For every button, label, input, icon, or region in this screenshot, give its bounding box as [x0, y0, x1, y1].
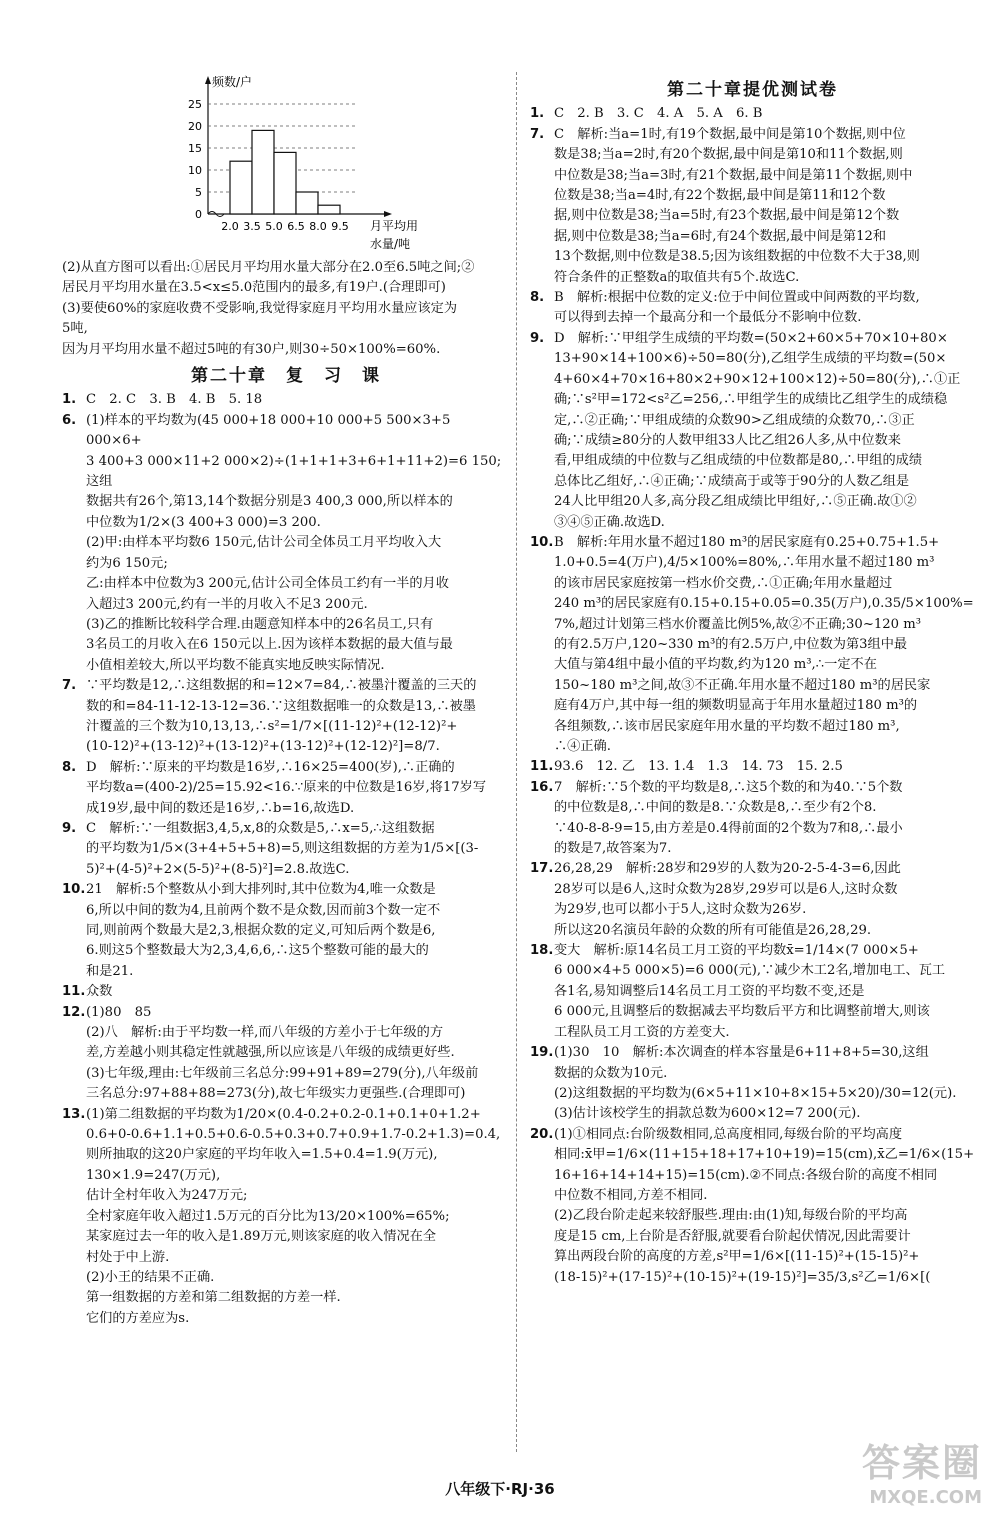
- answer-line: 240 m³的居民家庭有0.15+0.15+0.05=0.35(万户),0.35/5×100%=: [554, 596, 974, 612]
- answer-item: [530, 1043, 975, 1125]
- answer-line: 6 000元,且调整后的数据减去平均数后平方和比调整前增大,则该: [554, 1004, 930, 1020]
- answer-line: 所以这20名演员年龄的众数的所有可能值是26,28,29.: [554, 922, 872, 938]
- answer-line: 130×1.9=247(万元),: [86, 1167, 221, 1183]
- analysis-line: 因为月平均用水量不超过5吨的有30户,则30÷50×100%=60%.: [62, 341, 441, 357]
- answer-line: 28岁可以是6人,这时众数为28岁,29岁可以是6人,这时众数: [554, 881, 898, 897]
- answer-line: 确;∵s²甲=172<s²乙=256,∴甲组学生的成绩比乙组学生的成绩稳: [554, 392, 948, 408]
- question-number: 10.: [530, 534, 554, 550]
- watermark-text: 答案圈: [861, 1441, 982, 1485]
- answer-line: 成19岁,最中间的数还是16岁,∴b=16,故选D.: [86, 800, 355, 816]
- answer-line: 平均数a=(400-2)/25=15.92<16.∵原来的中位数是16岁,将17岁写: [86, 780, 487, 796]
- page-footer: 八年级下·RJ·36: [445, 1480, 555, 1498]
- answer-line: 工程队员工月工资的方差变大.: [554, 1024, 730, 1040]
- answer-item: [530, 778, 975, 860]
- answer-line: (1)80 85: [86, 1004, 152, 1020]
- answer-line: 0.6+0-0.6+1.1+0.5+0.6-0.5+0.3+0.7+0.9+1.7-0.2+1.3)=0.4,: [86, 1127, 501, 1143]
- question-number: 19.: [530, 1045, 554, 1061]
- answer-line: (2)八 解析:由于平均数一样,而八年级的方差小于七年级的方: [86, 1025, 444, 1041]
- answer-line: 6.则这5个整数最大为2,3,4,6,6,∴这5个整数可能的最大的: [86, 943, 429, 959]
- x-tick-label: 6.5: [287, 220, 305, 233]
- answer-line: 的有2.5万户,120~330 m³的有2.5万户,中位数为第3组中最: [554, 636, 908, 652]
- answer-line: (1)①相同点:台阶级数相同,总高度相同,每级台阶的平均高度: [554, 1126, 903, 1142]
- answer-line: 的中位数是8,∴中间的数是8.∵众数是8,∴至少有2个8.: [554, 800, 877, 816]
- answer-item: [530, 533, 975, 757]
- section-heading-test: 第二十章提优测试卷: [667, 80, 838, 100]
- y-tick-label: 20: [188, 120, 202, 133]
- answer-line: 算出两段台阶的高度的方差,s²甲=1/6×[(11-15)²+(15-15)²+: [554, 1249, 920, 1265]
- right-column: [530, 0, 975, 1288]
- answer-line: 它们的方差应为s.: [86, 1310, 190, 1326]
- answer-line: 为29岁,也可以都小于5人,这时众数为26岁.: [554, 902, 807, 918]
- histogram-x-label-1: 月平均用: [370, 219, 419, 233]
- left-column: [62, 0, 510, 1329]
- answer-line: (2)乙段台阶走起来较舒服些.理由:由(1)知,每级台阶的平均高: [554, 1208, 908, 1224]
- answer-line: 相同:x̄甲=1/6×(11+15+18+17+10+19)=15(cm),x̄乙=1/6×(15+: [554, 1147, 975, 1163]
- x-tick-label: 9.5: [331, 220, 349, 233]
- y-tick-label: 5: [195, 186, 202, 199]
- answer-line: 16+16+14+14+15)=15(cm).②不同点:各级台阶的高度不相同: [554, 1167, 938, 1183]
- answer-item: [62, 676, 510, 758]
- answer-line: 汁覆盖的三个数为10,13,13,∴s²=1/7×[(11-12)²+(12-12)²+: [86, 718, 458, 734]
- answer-line: 的平均数为1/5×(3+4+5+5+8)=5,则这组数据的方差为1/5×[(3-: [86, 841, 479, 857]
- answer-line: 全村家庭年收入超过1.5万元的百分比为13/20×100%=65%;: [86, 1208, 450, 1224]
- answer-item: [530, 859, 975, 941]
- answer-item: [62, 982, 510, 1002]
- answer-line: (10-12)²+(13-12)²+(13-12)²+(13-12)²+(12-12)²]=8/7.: [86, 739, 440, 755]
- answer-line: C 2. B 3. C 4. A 5. A 6. B: [554, 106, 763, 122]
- x-tick-label: 2.0: [221, 220, 239, 233]
- answer-item: [62, 819, 510, 880]
- answer-line: C 解析:∵一组数据3,4,5,x,8的众数是5,∴x=5,∴这组数据: [86, 820, 435, 836]
- question-number: 12.: [62, 1004, 86, 1020]
- question-number: 13.: [62, 1106, 86, 1122]
- answer-line: 小值相差较大,所以平均数不能真实地反映实际情况.: [86, 657, 385, 673]
- test-answers: [530, 104, 975, 1288]
- review-answers: [62, 390, 510, 1329]
- answer-line: 数据共有26个,第13,14个数据分别是3 400,3 000,所以样本的: [86, 494, 453, 510]
- question-number: 17.: [530, 861, 554, 877]
- answer-line: (3)估计该校学生的捐款总数为600×12=7 200(元).: [554, 1106, 861, 1122]
- y-tick-label: 15: [188, 142, 202, 155]
- answer-line: 某家庭过去一年的收入是1.89万元,则该家庭的收入情况在全: [86, 1229, 437, 1245]
- answer-line: B 解析:根据中位数的定义:位于中间位置或中间两数的平均数,: [554, 290, 920, 306]
- answer-line: ∵平均数是12,∴这组数据的和=12×7=84,∴被墨汁覆盖的三天的: [86, 678, 477, 694]
- answer-line: C 解析:当a=1时,有19个数据,最中间是第10个数据,则中位: [554, 126, 906, 142]
- x-tick-label: 5.0: [265, 220, 283, 233]
- answer-line: 变大 解析:原14名员工月工资的平均数x̄=1/14×(7 000×5+: [554, 943, 919, 959]
- answer-line: 村处于中上游.: [86, 1249, 170, 1265]
- answer-item: [62, 390, 510, 410]
- y-tick-label: 0: [195, 208, 202, 221]
- answer-line: 度是15 cm,上台阶是否舒服,就要看台阶起伏情况,因此需要计: [554, 1228, 911, 1244]
- answer-line: 和是21.: [86, 963, 134, 979]
- answer-line: (2)这组数据的平均数为(6×5+11×10+8×15+5×20)/30=12(元).: [554, 1085, 957, 1101]
- answer-line: (3)七年级,理由:七年级前三名总分:99+91+89=279(分),八年级前: [86, 1065, 479, 1081]
- answer-line: 各组频数,∴该市居民家庭年用水量的平均数不超过180 m³,: [554, 718, 900, 734]
- y-tick-label: 10: [188, 164, 202, 177]
- question-number: 1.: [530, 106, 545, 122]
- answer-line: 确;∵成绩≥80分的人数甲组33人比乙组26人多,从中位数来: [554, 432, 901, 448]
- answer-line: 的该市居民家庭按第一档水价交费,∴①正确;年用水量超过: [554, 575, 893, 591]
- analysis-line: (2)从直方图可以看出:①居民月平均用水量大部分在2.0至6.5吨之间;②: [62, 260, 475, 275]
- answer-item: [530, 104, 975, 124]
- answer-line: ∴④正确.: [554, 739, 611, 754]
- x-tick-label: 8.0: [309, 220, 327, 233]
- answer-line: 庭有4万户,其中每一组的频数明显高于年用水量超过180 m³的: [554, 698, 918, 714]
- histogram-analysis: [62, 258, 510, 360]
- answer-line: 各1名,易知调整后14名员工月工资的平均数不变,还是: [554, 983, 865, 999]
- answer-line: 中位数为1/2×(3 400+3 000)=3 200.: [86, 514, 321, 530]
- analysis-line: 5吨,: [62, 321, 88, 337]
- answer-line: 中位数不相同,方差不相同.: [554, 1187, 708, 1203]
- answer-line: 同,则前两个数最大是2,3,根据众数的定义,可知后两个数是6,: [86, 923, 436, 938]
- answer-line: 24人比甲组20人多,高分段乙组成绩比甲组好,∴⑤正确.故①②: [554, 494, 917, 510]
- answer-line: 1.0+0.5=4(万户),4/5×100%=80%,∴年用水量不超过180 m³: [554, 555, 935, 571]
- answer-line: 三名总分:97+88+88=273(分),故七年级实力更强些.(合理即可): [86, 1086, 466, 1102]
- y-tick-label: 25: [188, 98, 202, 111]
- x-tick-label: 3.5: [243, 220, 261, 233]
- answer-line: (1)30 10 解析:本次调查的样本容量是6+11+8+5=30,这组: [554, 1045, 929, 1061]
- answer-line: 可以得到去掉一个最高分和一个最低分不影响中位数.: [554, 310, 862, 326]
- question-number: 20.: [530, 1126, 554, 1142]
- question-number: 9.: [530, 330, 545, 346]
- answer-line: (3)乙的推断比较科学合理.由题意知样本中的26名员工,只有: [86, 616, 434, 632]
- answer-line: 数据的众数为10元.: [554, 1065, 668, 1081]
- analysis-line: 居民月平均用水量在3.5<x≤5.0范围内的最多,有19户.(合理即可): [62, 280, 446, 296]
- answer-line: 数是38;当a=2时,有20个数据,最中间是第10和11个数据,则: [554, 147, 903, 163]
- answer-line: 的数是7,故答案为7.: [554, 841, 672, 857]
- question-number: 7.: [530, 126, 545, 142]
- answer-line: 符合条件的正整数a的取值共有5个.故选C.: [554, 269, 800, 285]
- answer-line: (1)样本的平均数为(45 000+18 000+10 000+5 500×3+5 000×6+: [86, 412, 451, 449]
- question-number: 9.: [62, 820, 77, 836]
- answer-item: [530, 941, 975, 1043]
- answer-line: 3 400+3 000×11+2 000×2)÷(1+1+1+3+6+1+11+2)=6 150;这组: [86, 453, 502, 490]
- answer-line: 定,∴②正确;∵甲组成绩的众数90>乙组成绩的众数70,∴③正: [554, 412, 915, 428]
- answer-item: [530, 1125, 975, 1288]
- answer-line: 大值与第4组中最小值的平均数,约为120 m³,∴一定不在: [554, 657, 877, 673]
- answer-line: D 解析:∵原来的平均数是16岁,∴16×25=400(岁),∴正确的: [86, 759, 455, 775]
- answer-item: [62, 880, 510, 982]
- question-number: 8.: [530, 290, 545, 306]
- answer-line: 150~180 m³之间,故③不正确.年用水量不超过180 m³的居民家: [554, 677, 931, 693]
- answer-item: [530, 757, 975, 777]
- answer-line: 差,方差越小则其稳定性就越强,所以应该是八年级的成绩更好些.: [86, 1045, 455, 1061]
- histogram-x-label-2: 水量/吨: [370, 237, 411, 251]
- question-number: 16.: [530, 779, 554, 795]
- answer-line: 6 000×4+5 000×5)=6 000(元),∵减少木工2名,增加电工、瓦工: [554, 963, 946, 979]
- question-number: 1.: [62, 392, 77, 408]
- watermark-url: MXQE.COM: [869, 1487, 982, 1508]
- answer-line: D 解析:∵甲组学生成绩的平均数=(50×2+60×5+70×10+80×: [554, 330, 948, 346]
- analysis-line: (3)要使60%的家庭收费不受影响,我觉得家庭月平均用水量应该定为: [62, 300, 458, 316]
- answer-line: ∵40-8-8-9=15,由方差是0.4得前面的2个数为7和8,∴最小: [554, 820, 903, 836]
- column-divider: [516, 72, 517, 1452]
- answer-line: 数的和=84-11-12-13-12=36.∵这组数据唯一的众数是13,∴被墨: [86, 698, 476, 714]
- answer-line: 26,28,29 解析:28岁和29岁的人数为20-2-5-4-3=6,因此: [554, 861, 901, 877]
- histogram-y-label: 频数/户: [212, 75, 253, 89]
- answer-line: 众数: [86, 984, 113, 1000]
- answer-line: 4+60×4+70×16+80×2+90×12+100×12)÷50=80(分),∴①正: [554, 371, 961, 387]
- answer-item: [530, 329, 975, 533]
- answer-item: [62, 1105, 510, 1329]
- answer-line: 据,则中位数是38;当a=5时,有23个数据,最中间是第12个数: [554, 208, 900, 224]
- watermark-logo: [862, 1432, 982, 1508]
- question-number: 7.: [62, 678, 77, 694]
- answer-line: C 2. C 3. B 4. B 5. 18: [86, 392, 263, 408]
- answer-line: 13个数据,则中位数是38.5;因为该组数据的中位数不大于38,则: [554, 249, 920, 265]
- answer-item: [62, 1003, 510, 1105]
- answer-item: [530, 125, 975, 288]
- answer-item: [530, 288, 975, 329]
- answer-line: 位数是38;当a=4时,有22个数据,最中间是第11和12个数: [554, 188, 886, 204]
- answer-line: 看,甲组成绩的中位数与乙组成绩的中位数都是80,∴甲组的成绩: [554, 453, 923, 469]
- answer-line: 总体比乙组好,∴④正确;∵成绩高于或等于90分的人数乙组是: [554, 473, 910, 489]
- answer-line: (1)第二组数据的平均数为1/20×(0.4-0.2+0.2-0.1+0.1+0+1.2+: [86, 1106, 481, 1122]
- answer-line: 估计全村年收入为247万元;: [86, 1188, 248, 1204]
- question-number: 6.: [62, 412, 77, 428]
- answer-line: (2)甲:由样本平均数6 150元,估计公司全体员工月平均收入大: [86, 535, 442, 551]
- answer-line: (18-15)²+(17-15)²+(10-15)²+(19-15)²]=35/3,s²乙=1/6×[(: [554, 1269, 931, 1285]
- answer-line: 据,则中位数是38;当a=6时,有24个数据,最中间是第12和: [554, 228, 887, 244]
- answer-line: 则所抽取的这20户家庭的平均年收入=1.5+0.4=1.9(万元),: [86, 1147, 438, 1163]
- answer-item: [62, 758, 510, 819]
- question-number: 11.: [62, 984, 86, 1000]
- answer-line: 7 解析:∵5个数的平均数是8,∴这5个数的和为40.∵5个数: [554, 779, 903, 795]
- answer-line: ③④⑤正确.故选D.: [554, 514, 665, 530]
- question-number: 11.: [530, 759, 554, 775]
- section-heading-review: 第二十章 复 习 课: [191, 366, 381, 387]
- answer-line: 21 解析:5个整数从小到大排列时,其中位数为4,唯一众数是: [86, 882, 436, 898]
- answer-line: 6,所以中间的数为4,且前两个数不是众数,因而前3个数一定不: [86, 902, 441, 918]
- answer-line: (2)小王的结果不正确.: [86, 1269, 215, 1285]
- answer-line: 乙:由样本中位数为3 200元,估计公司全体员工约有一半的月收: [86, 576, 449, 592]
- answer-line: 7%,超过计划第三档水价覆盖比例5%,故②不正确;30~120 m³: [554, 616, 922, 632]
- answer-line: 入超过3 200元,约有一半的月收入不足3 200元.: [86, 596, 368, 612]
- answer-line: 13+90×14+100×6)÷50=80(分),乙组学生成绩的平均数=(50×: [554, 351, 947, 367]
- question-number: 10.: [62, 882, 86, 898]
- answer-line: B 解析:年用水量不超过180 m³的居民家庭有0.25+0.75+1.5+: [554, 534, 940, 550]
- answer-line: 3名员工的月收入在6 150元以上.因为该样本数据的最大值与最: [86, 637, 453, 653]
- answer-item: [62, 411, 510, 676]
- answer-line: 5)²+(4-5)²+2×(5-5)²+(8-5)²]=2.8.故选C.: [86, 861, 350, 877]
- answer-line: 中位数是38;当a=3时,有21个数据,最中间是第11个数据,则中: [554, 167, 913, 183]
- question-number: 18.: [530, 943, 554, 959]
- question-number: 8.: [62, 759, 77, 775]
- answer-line: 第一组数据的方差和第二组数据的方差一样.: [86, 1290, 341, 1306]
- answer-line: 约为6 150元;: [86, 555, 168, 571]
- answer-line: 93.6 12. 乙 13. 1.4 1.3 14. 73 15. 2.5: [554, 759, 843, 775]
